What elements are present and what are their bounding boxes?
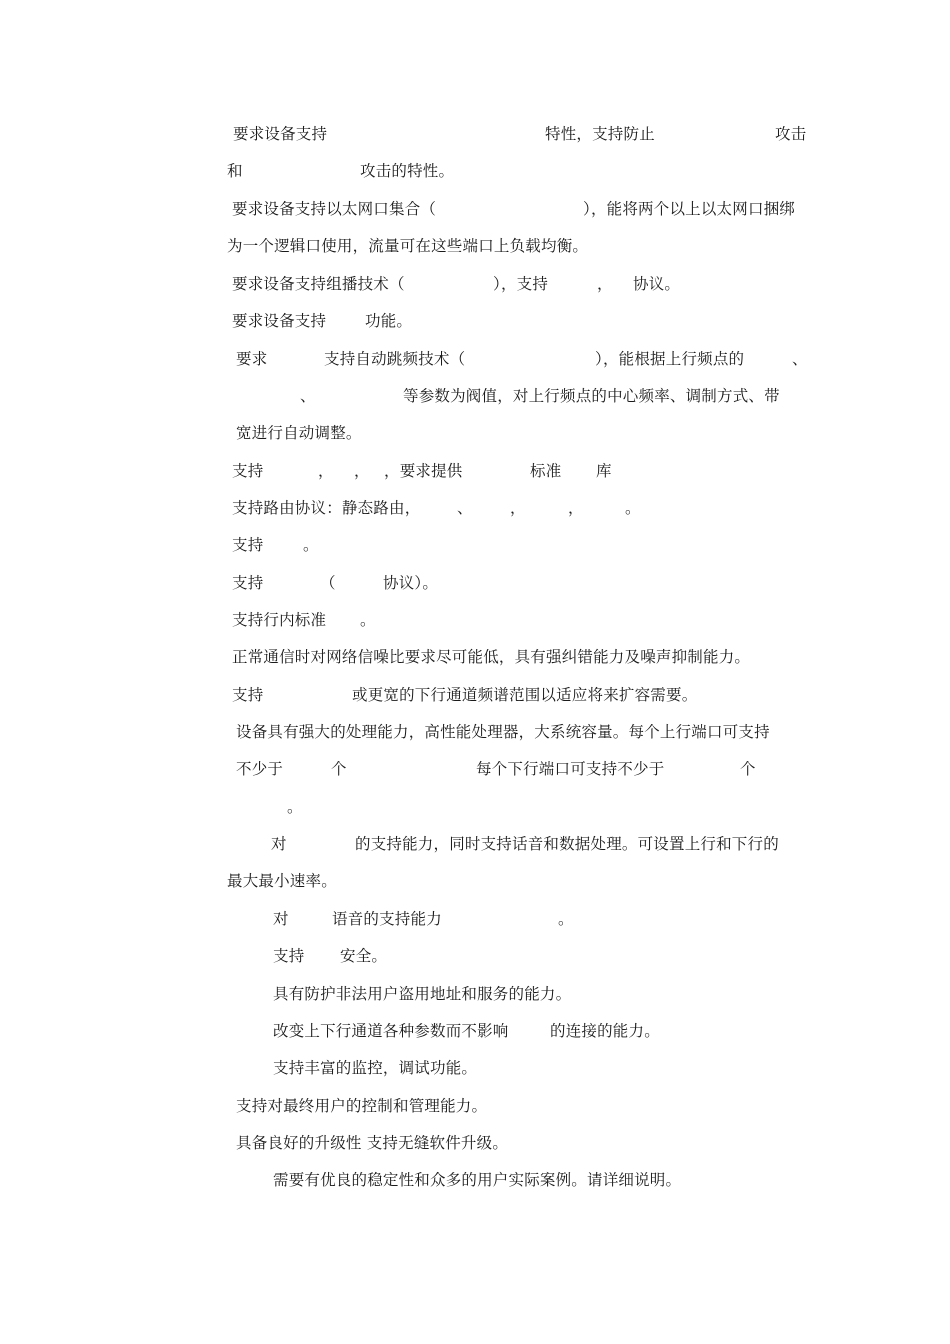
- multicast-line-text-3: ，: [597, 275, 613, 293]
- support-features-line-text-1: 要求设备支持: [233, 125, 328, 143]
- routing-protocol-line-text-3: ，: [510, 499, 526, 517]
- processing-capacity-line: [0, 721, 950, 743]
- port-capacity-line-text-3: 每个下行端口可支持不少于: [476, 760, 665, 778]
- attack-features-line-text-2: 攻击的特性。: [360, 162, 455, 180]
- frequency-params-line-text-1: 、: [300, 387, 316, 405]
- support-short-line: [0, 534, 950, 556]
- snr-line: [0, 646, 950, 668]
- link-aggregation-line-text-2: ），能将两个以上以太网口捆绑: [583, 200, 796, 218]
- anti-theft-line-text-1: 具有防护非法用户盗用地址和服务的能力。: [273, 985, 572, 1003]
- security-line-text-2: 安全。: [340, 947, 388, 965]
- port-capacity-line-text-4: 个: [740, 760, 756, 778]
- function-line: [0, 310, 950, 332]
- voice-support-line-text-1: 对: [273, 910, 289, 928]
- upgrade-line: [0, 1132, 950, 1154]
- bandwidth-adjust-line: [0, 422, 950, 444]
- internal-standard-line-text-2: 。: [360, 611, 376, 629]
- support-features-line-text-2: 特性，支持防止: [545, 125, 655, 143]
- routing-protocol-line-text-5: 。: [625, 499, 641, 517]
- user-control-line: [0, 1095, 950, 1117]
- link-aggregation-line: [0, 198, 950, 220]
- support-features-line-text-3: 攻击: [775, 125, 807, 143]
- support-short-line-text-1: 支持: [232, 536, 264, 554]
- frequency-params-line: [0, 385, 950, 407]
- monitoring-line-text-1: 支持丰富的监控，调试功能。: [273, 1059, 478, 1077]
- param-change-line-text-1: 改变上下行通道各种参数而不影响: [273, 1022, 509, 1040]
- frequency-hopping-line: [0, 348, 950, 370]
- protocol-support-line: [0, 572, 950, 594]
- anti-theft-line: [0, 983, 950, 1005]
- attack-features-line-text-1: 和: [227, 162, 243, 180]
- routing-protocol-line-text-4: ，: [568, 499, 584, 517]
- protocol-support-line-text-2: （: [320, 574, 336, 592]
- voice-data-line-text-1: 对: [271, 835, 287, 853]
- support-features-line: [0, 123, 950, 145]
- snr-line-text-1: 正常通信时对网络信噪比要求尽可能低，具有强纠错能力及噪声抑制能力。: [232, 648, 751, 666]
- multicast-line-text-4: 协议。: [633, 275, 681, 293]
- port-capacity-line-text-1: 不少于: [236, 760, 284, 778]
- period-line-text-1: 。: [287, 798, 303, 816]
- attack-features-line: [0, 160, 950, 182]
- port-capacity-line-text-2: 个: [331, 760, 347, 778]
- voice-data-line-text-2: 的支持能力，同时支持话音和数据处理。可设置上行和下行的: [355, 835, 779, 853]
- standard-library-line: [0, 460, 950, 482]
- monitoring-line: [0, 1057, 950, 1079]
- routing-protocol-line-text-2: 、: [457, 499, 473, 517]
- routing-protocol-line: [0, 497, 950, 519]
- standard-library-line-text-5: 标准: [530, 462, 562, 480]
- period-line: [0, 796, 950, 818]
- voice-data-line: [0, 833, 950, 855]
- upgrade-line-text-1: 具备良好的升级性 支持无缝软件升级。: [236, 1134, 509, 1152]
- frequency-hopping-line-text-4: 、: [792, 350, 808, 368]
- stability-line: [0, 1169, 950, 1191]
- standard-library-line-text-6: 库: [596, 462, 612, 480]
- downstream-spectrum-line-text-1: 支持: [232, 686, 264, 704]
- standard-library-line-text-1: 支持: [232, 462, 264, 480]
- security-line: [0, 945, 950, 967]
- param-change-line-text-2: 的连接的能力。: [550, 1022, 660, 1040]
- standard-library-line-text-2: ，: [318, 462, 334, 480]
- link-aggregation-cont-line-text-1: 为一个逻辑口使用，流量可在这些端口上负载均衡。: [227, 237, 589, 255]
- security-line-text-1: 支持: [273, 947, 305, 965]
- internal-standard-line: [0, 609, 950, 631]
- multicast-line-text-2: ），支持: [493, 275, 549, 293]
- rate-line: [0, 870, 950, 892]
- multicast-line-text-1: 要求设备支持组播技术（: [232, 275, 405, 293]
- rate-line-text-1: 最大最小速率。: [227, 872, 337, 890]
- voice-support-line-text-3: 。: [558, 910, 574, 928]
- processing-capacity-line-text-1: 设备具有强大的处理能力，高性能处理器，大系统容量。每个上行端口可支持: [236, 723, 770, 741]
- voice-support-line: [0, 908, 950, 930]
- protocol-support-line-text-3: 协议）。: [383, 574, 439, 592]
- protocol-support-line-text-1: 支持: [232, 574, 264, 592]
- param-change-line: [0, 1020, 950, 1042]
- frequency-hopping-line-text-3: ），能根据上行频点的: [595, 350, 745, 368]
- frequency-hopping-line-text-2: 支持自动跳频技术（: [324, 350, 466, 368]
- downstream-spectrum-line-text-2: 或更宽的下行通道频谱范围以适应将来扩容需要。: [352, 686, 698, 704]
- stability-line-text-1: 需要有优良的稳定性和众多的用户实际案例。请详细说明。: [273, 1171, 682, 1189]
- port-capacity-line: [0, 758, 950, 780]
- frequency-hopping-line-text-1: 要求: [236, 350, 268, 368]
- user-control-line-text-1: 支持对最终用户的控制和管理能力。: [236, 1097, 488, 1115]
- function-line-text-1: 要求设备支持: [232, 312, 327, 330]
- bandwidth-adjust-line-text-1: 宽进行自动调整。: [236, 424, 362, 442]
- voice-support-line-text-2: 语音的支持能力: [332, 910, 442, 928]
- link-aggregation-cont-line: [0, 235, 950, 257]
- internal-standard-line-text-1: 支持行内标准: [232, 611, 327, 629]
- function-line-text-2: 功能。: [365, 312, 413, 330]
- standard-library-line-text-3: ，: [354, 462, 370, 480]
- link-aggregation-line-text-1: 要求设备支持以太网口集合（: [232, 200, 437, 218]
- routing-protocol-line-text-1: 支持路由协议：静态路由，: [232, 499, 421, 517]
- frequency-params-line-text-2: 等参数为阀值，对上行频点的中心频率、调制方式、带: [403, 387, 780, 405]
- support-short-line-text-2: 。: [303, 536, 319, 554]
- downstream-spectrum-line: [0, 684, 950, 706]
- standard-library-line-text-4: ，要求提供: [384, 462, 463, 480]
- multicast-line: [0, 273, 950, 295]
